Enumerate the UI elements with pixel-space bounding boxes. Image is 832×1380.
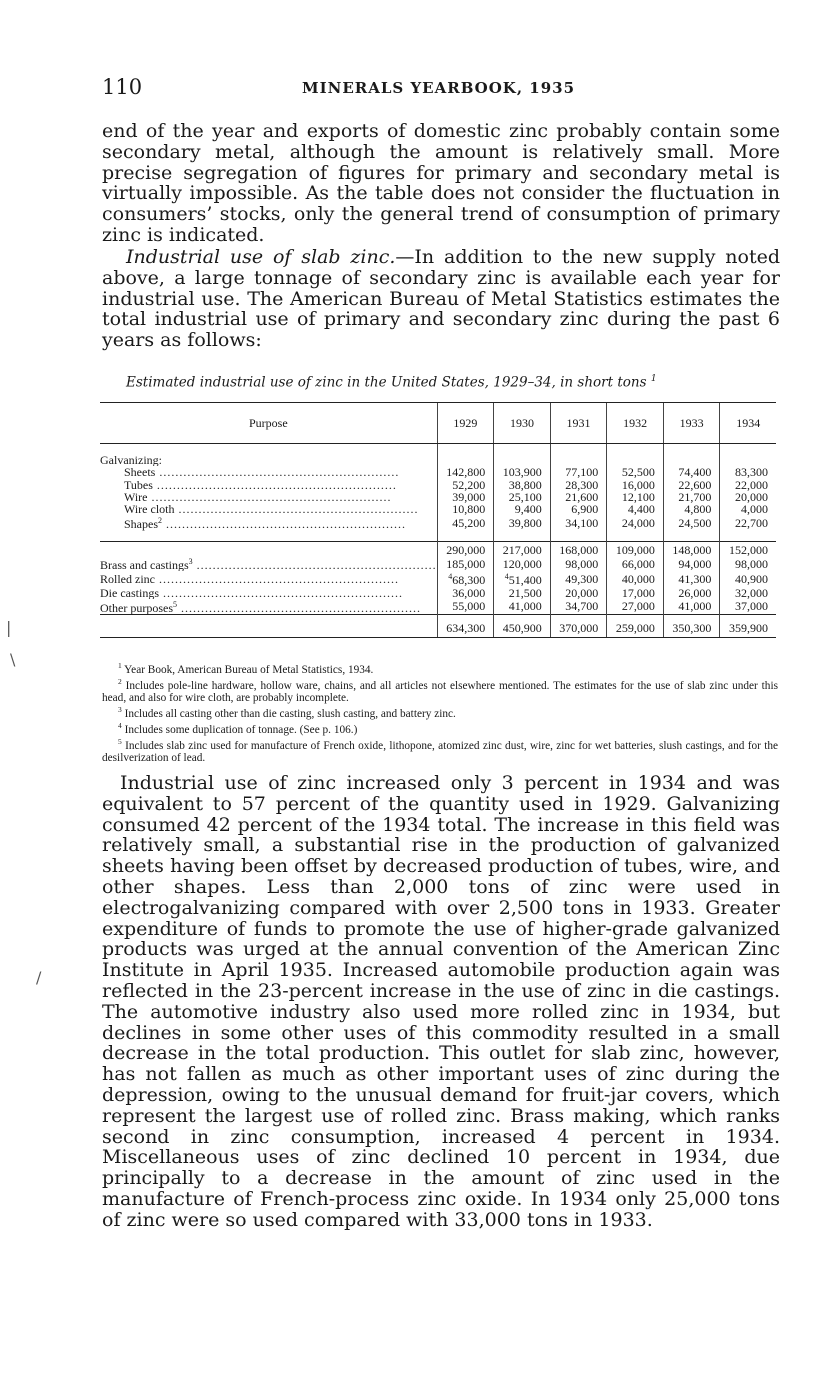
row-label-text: Shapes bbox=[124, 517, 158, 531]
column-header: 1930 bbox=[494, 403, 551, 444]
footnote-text: Includes pole-line hardware, hollow ware, chains, and all articles not elsewhere mentioned. The estimates for the use of slab zinc under this head, and also for wire cloth, are probably incomplete. bbox=[102, 679, 778, 704]
table-cell bbox=[494, 556, 551, 571]
paragraph-2 bbox=[102, 247, 780, 351]
total-label bbox=[100, 615, 437, 638]
table-cell bbox=[720, 615, 776, 638]
table-body bbox=[100, 444, 776, 638]
table-cell bbox=[607, 615, 664, 638]
cell-value: 24,000 bbox=[621, 515, 655, 530]
table-cell bbox=[437, 503, 494, 515]
spacer-row bbox=[100, 531, 776, 542]
cell-value: 185,000 bbox=[446, 556, 486, 571]
footnote bbox=[102, 720, 778, 736]
column-header: 1932 bbox=[607, 403, 664, 444]
table-cell bbox=[437, 587, 494, 599]
column-header: 1934 bbox=[720, 403, 776, 444]
footnote bbox=[102, 676, 778, 704]
table-cell bbox=[720, 503, 776, 515]
cell-value: 74,400 bbox=[678, 465, 712, 480]
table-cell bbox=[607, 556, 664, 571]
table-cell bbox=[720, 571, 776, 586]
table-cell bbox=[663, 541, 720, 556]
column-header: 1931 bbox=[550, 403, 607, 444]
cell-value: 39,800 bbox=[508, 515, 542, 530]
cell-value: 142,800 bbox=[446, 465, 486, 480]
running-title: MINERALS YEARBOOK, 1935 bbox=[302, 79, 576, 97]
table-cell bbox=[720, 515, 776, 530]
row-label-text: Rolled zinc bbox=[100, 571, 155, 586]
margin-mark: | bbox=[6, 618, 12, 637]
cell-value: 66,000 bbox=[621, 556, 655, 571]
table-cell bbox=[494, 615, 551, 638]
leader-dots: ............................................................ bbox=[152, 478, 397, 491]
table-row bbox=[100, 466, 776, 478]
cell-value: 52,500 bbox=[621, 465, 655, 480]
cell-value: 55,000 bbox=[452, 599, 486, 614]
footnote-text: Includes all casting other than die casting, slush casting, and battery zinc. bbox=[121, 707, 456, 720]
cell-value: 4,800 bbox=[684, 502, 712, 517]
cell-value: 17,000 bbox=[621, 585, 655, 600]
cell-value: 32,000 bbox=[735, 585, 768, 600]
table-row bbox=[100, 454, 776, 466]
leader-dots: ............................................................ bbox=[159, 586, 403, 599]
cell-value: 22,600 bbox=[678, 477, 712, 492]
row-label-text: Wire bbox=[124, 490, 148, 504]
cell-value: 98,000 bbox=[735, 556, 768, 571]
footnote-text: Year Book, American Bureau of Metal Statistics, 1934. bbox=[121, 663, 374, 676]
cell-value: 359,900 bbox=[729, 621, 768, 636]
table-caption bbox=[126, 374, 786, 391]
leader-dots: ............................................................ bbox=[192, 558, 437, 572]
footnote-mark: 5 bbox=[118, 737, 122, 747]
footnote-text: Includes slab zinc used for manufacture of French oxide, lithopone, atomized zinc dust, wire, zinc for wet batteries, slush castings, and for the desilverization of lead. bbox=[102, 739, 778, 765]
zinc-use-table bbox=[100, 402, 776, 638]
column-header: Purpose bbox=[100, 403, 437, 444]
table-cell bbox=[494, 531, 551, 542]
table-cell bbox=[607, 444, 664, 455]
table-cell bbox=[550, 515, 607, 530]
row-label-text: Tubes bbox=[124, 478, 153, 491]
table-row bbox=[100, 599, 776, 615]
cell-value: 40,900 bbox=[735, 571, 768, 586]
table-cell bbox=[663, 587, 720, 599]
column-header: 1933 bbox=[663, 403, 720, 444]
table-cell bbox=[663, 444, 720, 455]
footnote-text: Includes some duplication of tonnage. (See p. 106.) bbox=[121, 723, 358, 736]
row-label-note: 3 bbox=[188, 557, 193, 567]
table-cell bbox=[437, 531, 494, 542]
table-cell bbox=[607, 541, 664, 556]
leader-dots: ............................................................ bbox=[162, 517, 406, 531]
cell-value: 34,700 bbox=[565, 599, 599, 614]
cell-value: 52,200 bbox=[452, 477, 486, 492]
cell-note: 4 bbox=[504, 572, 509, 582]
leader-dots: ............................................................ bbox=[147, 490, 392, 504]
table-row bbox=[100, 556, 776, 571]
cell-value: 21,700 bbox=[678, 489, 712, 504]
table-cell bbox=[607, 503, 664, 515]
table-cell bbox=[720, 587, 776, 599]
cell-value: 41,000 bbox=[678, 599, 712, 614]
table-cell bbox=[550, 556, 607, 571]
table-cell bbox=[550, 571, 607, 586]
table-cell bbox=[607, 515, 664, 530]
table-cell bbox=[437, 444, 494, 455]
spacer-row bbox=[100, 444, 776, 455]
cell-value: 45,200 bbox=[452, 515, 486, 530]
cell-value: 450,900 bbox=[502, 621, 542, 636]
table-cell bbox=[437, 541, 494, 556]
leader-dots: ............................................................ bbox=[176, 600, 421, 615]
cell-value: 27,000 bbox=[621, 599, 655, 614]
row-label bbox=[100, 515, 437, 530]
row-label bbox=[100, 599, 437, 615]
table-caption-note: 1 bbox=[650, 374, 657, 384]
row-label-note: 5 bbox=[172, 599, 177, 609]
table-cell bbox=[720, 541, 776, 556]
leader-dots: ............................................................ bbox=[154, 571, 399, 586]
cell-value: 634,300 bbox=[446, 621, 486, 636]
row-label bbox=[100, 466, 437, 478]
cell-value: 37,000 bbox=[735, 599, 768, 614]
cell-value: 22,000 bbox=[735, 477, 768, 492]
cell-value: 25,100 bbox=[508, 489, 542, 504]
cell-value: 68,300 bbox=[452, 573, 486, 588]
cell-value: 39,000 bbox=[452, 489, 486, 504]
footnotes bbox=[102, 660, 778, 764]
table-cell bbox=[494, 587, 551, 599]
table-cell bbox=[494, 515, 551, 530]
cell-value: 49,300 bbox=[565, 571, 599, 586]
cell-value: 20,000 bbox=[565, 585, 599, 600]
table-cell bbox=[720, 444, 776, 455]
spacer-cell bbox=[100, 531, 437, 542]
cell-note: 4 bbox=[448, 572, 453, 582]
cell-value: 41,000 bbox=[508, 599, 542, 614]
table-cell bbox=[607, 599, 664, 615]
row-label-text: Wire cloth bbox=[124, 503, 175, 516]
cell-value: 152,000 bbox=[729, 542, 768, 557]
table-row bbox=[100, 491, 776, 503]
leader-dots: ............................................................ bbox=[174, 503, 419, 516]
table-cell bbox=[550, 599, 607, 615]
footnote bbox=[102, 660, 778, 676]
cell-value: 120,000 bbox=[502, 556, 542, 571]
row-label-note: 2 bbox=[158, 516, 162, 526]
table-cell bbox=[663, 531, 720, 542]
cell-value: 83,300 bbox=[735, 465, 768, 480]
table-cell bbox=[437, 615, 494, 638]
total-row bbox=[100, 615, 776, 638]
table-cell bbox=[494, 599, 551, 615]
page-header bbox=[102, 75, 782, 101]
footnote bbox=[102, 704, 778, 720]
cell-value: 22,700 bbox=[735, 515, 768, 530]
cell-value: 21,600 bbox=[565, 489, 599, 504]
row-label bbox=[100, 503, 437, 515]
table-cell bbox=[494, 444, 551, 455]
cell-value: 20,000 bbox=[735, 489, 768, 504]
table-cell bbox=[607, 571, 664, 586]
table-row bbox=[100, 503, 776, 515]
row-label-text: Die castings bbox=[100, 586, 159, 599]
cell-value: 6,900 bbox=[571, 502, 599, 517]
row-label-text: Other purposes bbox=[100, 600, 173, 615]
table-header-row bbox=[100, 403, 776, 444]
page-number: 110 bbox=[102, 75, 143, 99]
paragraph-3: Industrial use of zinc increased only 3 percent in 1934 and was equivalent to 57 percent of the quantity used in 1929. Galvanizing consumed 42 percent of the 1934 total. The increase in this field was relatively small, a substantial rise in the production of galvanized sheets having been offset by decreased production of tubes, wire, and other shapes. Less than 2,000 tons of zinc were used in electrogalvanizing compared with over 2,500 tons in 1933. Greater expenditure of funds to promote the use of higher-grade galvanized products was urged at the annual convention of the American Zinc Institute in April 1935. Increased automobile production again was reflected in the 23-percent increase in the use of zinc in die castings. The automotive industry also used more rolled zinc in 1934, but declines in some other uses of this commodity resulted in a small decrease in the total production. This outlet for slab zinc, however, has not fallen as much as other important uses of zinc during the depression, owing to the unusual demand for fruit-jar covers, which represent the largest use of rolled zinc. Brass making, which ranks second in zinc consumption, increased 4 percent in 1934. Miscellaneous uses of zinc declined 10 percent in 1934, due principally to a decrease in the amount of zinc used in the manufacture of French-process zinc oxide. In 1934 only 25,000 tons of zinc were so used compared with 33,000 tons in 1933. bbox=[102, 772, 780, 1231]
spacer-cell bbox=[100, 444, 437, 455]
footnote bbox=[102, 736, 778, 764]
margin-mark: \ bbox=[10, 650, 16, 669]
footnote-mark: 4 bbox=[118, 721, 122, 731]
table-cell bbox=[720, 599, 776, 615]
table-row bbox=[100, 571, 776, 586]
cell-value: 370,000 bbox=[559, 621, 599, 636]
table-row bbox=[100, 515, 776, 530]
table-cell bbox=[663, 515, 720, 530]
table-cell bbox=[550, 503, 607, 515]
cell-value: 24,500 bbox=[678, 515, 712, 530]
table-cell bbox=[663, 599, 720, 615]
table-cell bbox=[437, 515, 494, 530]
row-label bbox=[100, 571, 437, 586]
cell-value: 103,900 bbox=[502, 465, 542, 480]
paragraph-1: end of the year and exports of domestic zinc probably contain some secondary metal, although the amount is relatively small. More precise segregation of figures for primary and secondary metal is virtually impossible. As the table does not consider the fluctuation in consumers’ stocks, only the general trend of consumption of primary zinc is indicated. bbox=[102, 120, 780, 246]
table-cell bbox=[550, 587, 607, 599]
cell-value: 290,000 bbox=[446, 542, 486, 557]
table-cell bbox=[494, 571, 551, 586]
row-label bbox=[100, 479, 437, 491]
leader-dots: ............................................................ bbox=[155, 466, 400, 479]
footnote-mark: 2 bbox=[118, 676, 122, 686]
cell-value: 259,000 bbox=[615, 621, 655, 636]
table-cell bbox=[607, 531, 664, 542]
table-cell bbox=[663, 503, 720, 515]
table-row bbox=[100, 587, 776, 599]
cell-value: 109,000 bbox=[615, 542, 655, 557]
margin-mark: / bbox=[36, 968, 42, 987]
cell-value: 34,100 bbox=[565, 515, 599, 530]
cell-value: 350,300 bbox=[672, 621, 712, 636]
cell-value: 94,000 bbox=[678, 556, 712, 571]
paragraph-2-body: —In addition to the new supply noted above, a large tonnage of secondary zinc is available each year for industrial use. The American Bureau of Metal Statistics estimates the total industrial use of primary and secondary zinc during the past 6 years as follows: bbox=[102, 246, 781, 352]
table-cell bbox=[607, 587, 664, 599]
cell-value: 36,000 bbox=[452, 585, 486, 600]
footnote-mark: 3 bbox=[118, 705, 122, 715]
cell-value: 10,800 bbox=[452, 502, 486, 517]
table-cell bbox=[437, 556, 494, 571]
cell-value: 98,000 bbox=[565, 556, 599, 571]
cell-value: 21,500 bbox=[508, 585, 542, 600]
table-caption-text: Estimated industrial use of zinc in the United States, 1929–34, in short tons bbox=[126, 374, 647, 391]
cell-value: 77,100 bbox=[565, 465, 599, 480]
table-cell bbox=[663, 556, 720, 571]
table-cell bbox=[550, 541, 607, 556]
cell-value: 4,400 bbox=[627, 502, 655, 517]
cell-value: 41,300 bbox=[678, 571, 712, 586]
table-cell bbox=[494, 503, 551, 515]
table-cell bbox=[437, 571, 494, 586]
cell-value: 168,000 bbox=[559, 542, 599, 557]
cell-value: 16,000 bbox=[621, 477, 655, 492]
cell-value: 28,300 bbox=[565, 477, 599, 492]
table-cell bbox=[663, 615, 720, 638]
row-label bbox=[100, 587, 437, 599]
table-cell bbox=[720, 531, 776, 542]
section-heading: Industrial use of slab zinc. bbox=[126, 246, 396, 268]
cell-value: 148,000 bbox=[672, 542, 712, 557]
cell-value: 51,400 bbox=[508, 573, 542, 588]
cell-value: 12,100 bbox=[621, 489, 655, 504]
cell-value: 4,000 bbox=[741, 502, 768, 517]
row-label bbox=[100, 491, 437, 503]
cell-value: 40,000 bbox=[621, 571, 655, 586]
row-label-text: Brass and castings bbox=[100, 558, 189, 572]
table-cell bbox=[720, 556, 776, 571]
cell-value: 9,400 bbox=[514, 502, 542, 517]
footnote-mark: 1 bbox=[118, 661, 122, 670]
cell-value: 26,000 bbox=[678, 585, 712, 600]
subtotal-label bbox=[100, 541, 437, 556]
table-cell bbox=[437, 599, 494, 615]
table-row bbox=[100, 479, 776, 491]
table-cell bbox=[550, 531, 607, 542]
cell-value: 217,000 bbox=[502, 542, 542, 557]
table-cell bbox=[550, 444, 607, 455]
subtotal-row bbox=[100, 541, 776, 556]
table-cell bbox=[550, 615, 607, 638]
column-header: 1929 bbox=[437, 403, 494, 444]
cell-value: 38,800 bbox=[508, 477, 542, 492]
row-label-text: Sheets bbox=[124, 466, 156, 479]
table-cell bbox=[663, 571, 720, 586]
group-label: Galvanizing: bbox=[100, 454, 162, 467]
table-cell bbox=[494, 541, 551, 556]
row-label bbox=[100, 556, 437, 571]
